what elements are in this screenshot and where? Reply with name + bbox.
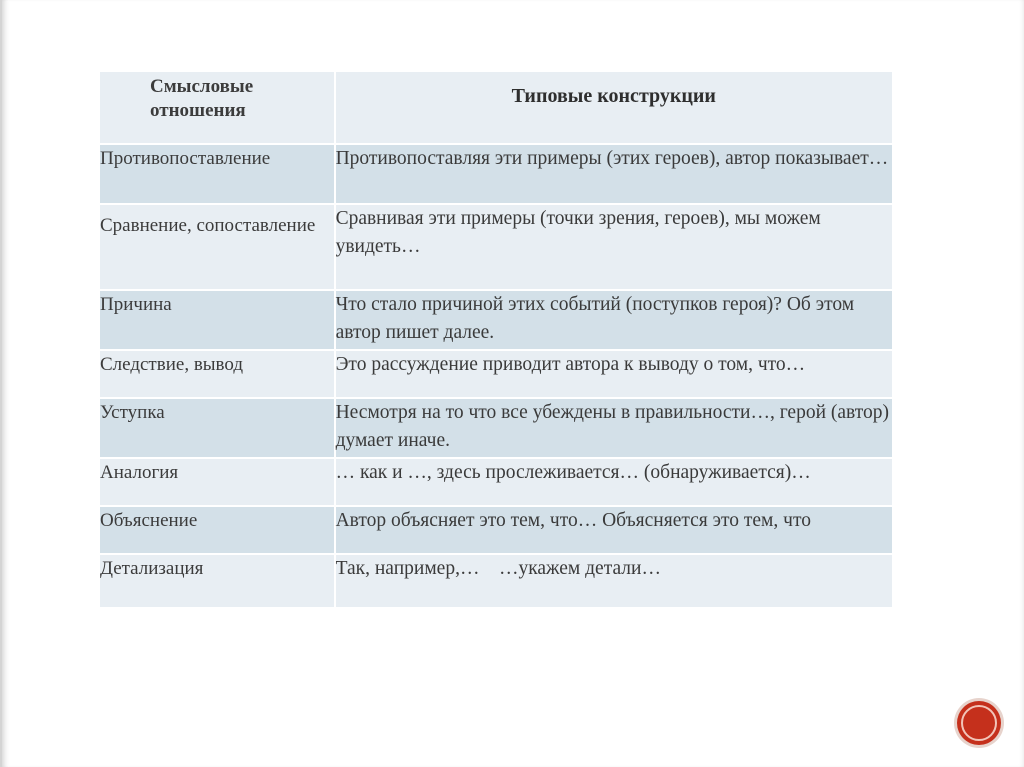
row-term: Объяснение xyxy=(99,506,335,554)
row-construction: … как и …, здесь прослеживается… (обнаруживается)… xyxy=(335,458,893,506)
row-term: Противопоставление xyxy=(99,144,335,204)
row-construction: Что стало причиной этих событий (поступков героя)? Об этом автор пишет далее. xyxy=(335,290,893,350)
row-construction: Это рассуждение приводит автора к выводу о том, что… xyxy=(335,350,893,398)
row-term: Аналогия xyxy=(99,458,335,506)
table-row xyxy=(99,290,893,350)
semantic-relations-table xyxy=(98,70,894,609)
row-construction: Автор объясняет это тем, что… Объясняется это тем, что xyxy=(335,506,893,554)
row-construction: Так, например,… …укажем детали… xyxy=(335,554,893,608)
header-typical-constructions: Типовые конструкции xyxy=(335,71,893,144)
row-term: Причина xyxy=(99,290,335,350)
row-term: Детализация xyxy=(99,554,335,608)
table-row xyxy=(99,350,893,398)
row-construction: Несмотря на то что все убеждены в правильности…, герой (автор) думает иначе. xyxy=(335,398,893,458)
table-row xyxy=(99,398,893,458)
page-marker-icon xyxy=(957,701,1001,745)
table-header-row xyxy=(99,71,893,144)
row-term: Уступка xyxy=(99,398,335,458)
header-semantic-relations: Смысловые отношения xyxy=(99,71,335,144)
row-construction: Сравнивая эти примеры (точки зрения, героев), мы можем увидеть… xyxy=(335,204,893,290)
row-term: Сравнение, сопоставление xyxy=(99,204,335,290)
row-construction: Противопоставляя эти примеры (этих героев), автор показывает… xyxy=(335,144,893,204)
table-row xyxy=(99,554,893,608)
row-term: Следствие, вывод xyxy=(99,350,335,398)
table-row xyxy=(99,506,893,554)
table-row xyxy=(99,204,893,290)
table-row xyxy=(99,144,893,204)
table-row xyxy=(99,458,893,506)
